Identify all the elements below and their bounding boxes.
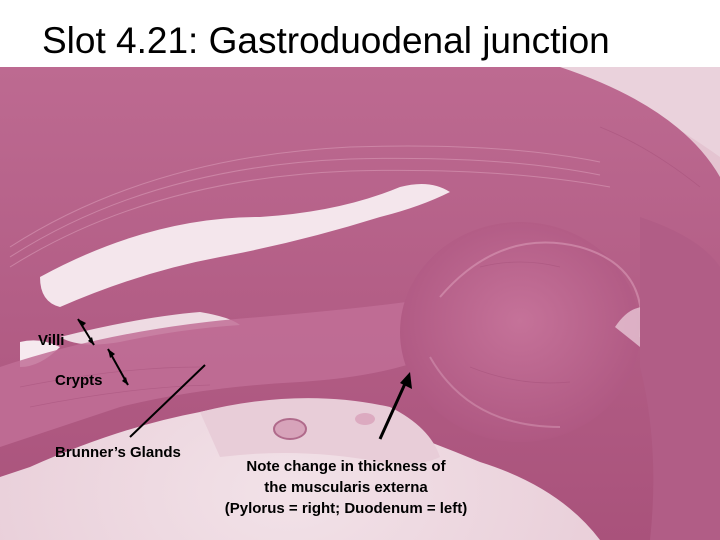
note-line-2: the muscularis externa <box>264 479 428 496</box>
note-line-1: Note change in thickness of <box>246 458 446 475</box>
slide-title: Slot 4.21: Gastroduodenal junction <box>42 20 610 61</box>
crypts-label: Crypts <box>55 372 103 389</box>
villi-label: Villi <box>38 332 65 349</box>
note-line-3: (Pylorus = right; Duodenum = left) <box>224 500 468 517</box>
muscularis-note <box>196 456 496 519</box>
brunners-glands-label: Brunner’s Glands <box>55 444 181 461</box>
